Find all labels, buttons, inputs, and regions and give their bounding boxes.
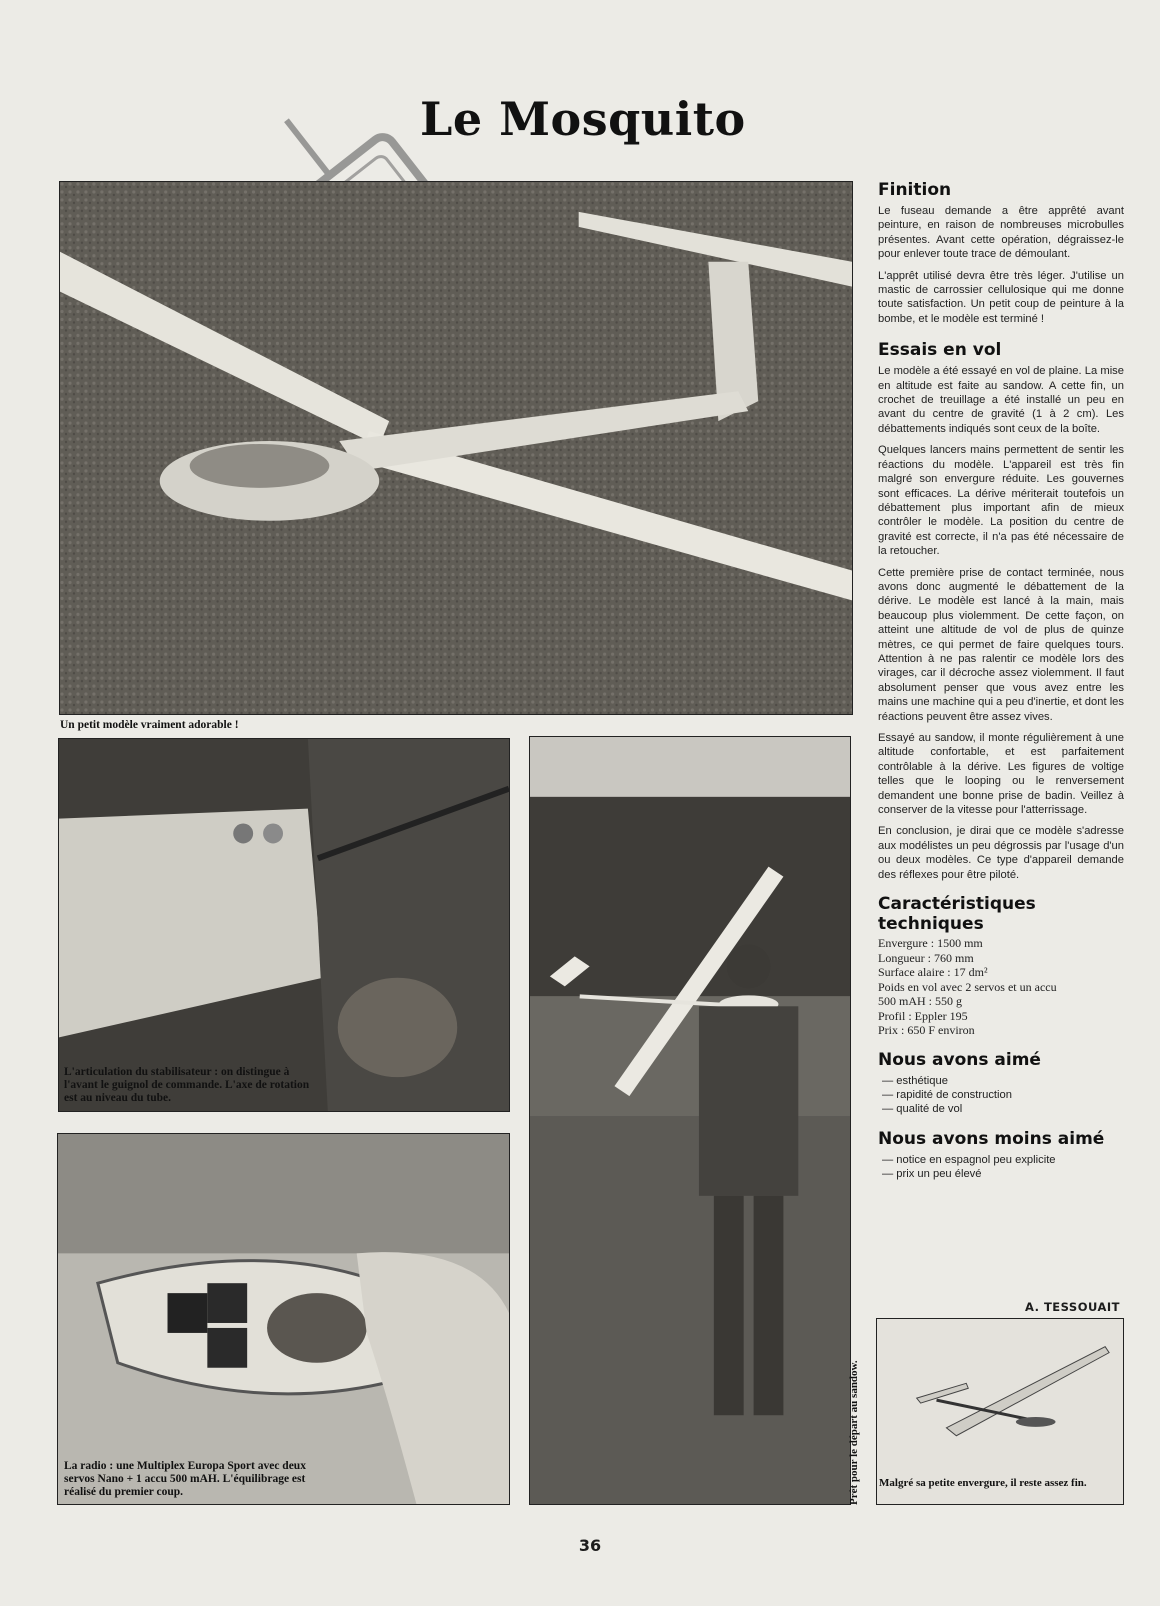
spec-item: Surface alaire : 17 dm²: [878, 965, 988, 980]
launch-caption: Prêt pour le départ au sandow.: [848, 1360, 860, 1505]
paragraph: Quelques lancers mains permettent de sentir les réactions du modèle. L'appareil est très fin malgré son envergure réduite. Les gouvernes sont efficaces. La dérive mériterait toutefois un débattement plus important afin de mieux contrôler le modèle. La position du centre de gravité est correcte, il n'a pas été nécessaire de la retoucher.: [878, 444, 1124, 558]
small-photo-caption: Malgré sa petite envergure, il reste assez fin.: [879, 1477, 1087, 1489]
list-item: — prix un peu élevé: [882, 1168, 982, 1181]
specs-list: [878, 936, 1124, 1038]
heading-caracteristiques: [878, 894, 1124, 934]
stabilizer-caption: L'articulation du stabilisateur : on distingue à l'avant le guignol de commande. L'axe de rotation est au niveau du tube.: [64, 1066, 310, 1104]
paragraph: Cette première prise de contact terminée, nous avons donc augmenté le débattement de la dérive. Le modèle est lancé à la main, mais beaucoup plus violemment. De cette façon, on atteint une altitude de vol de plus de quinze mètres, ce qui permet de faire quelques tours. Attention à ne pas ralentir ce modèle lors des virages, car il décroche assez violemment. Il faut absolument penser que vous avez entre les mains une machine qui a peu d'inertie, et dont les réactions peuvent être assez vives.: [878, 566, 1124, 723]
paragraph: L'apprêt utilisé devra être très léger. J'utilise un mastic de carrossier cellulosique qui me donne toute satisfaction. Un petit coup de peinture à la bombe, et le modèle est terminé !: [878, 269, 1124, 325]
paragraph: En conclusion, je dirai que ce modèle s'adresse aux modélistes un peu dégrossis par l'usage d'un ou deux modèles. Ce type d'appareil demande des réflexes pour être piloté.: [878, 825, 1124, 881]
paragraph: Essayé au sandow, il monte régulièrement à une altitude confortable, et est parfaitement contrôlable à la dérive. Les figures de voltige telles que le looping ou le renversement demandent une bonne prise de badin. Veillez à conserver de la vitesse pour l'atterrissage.: [878, 732, 1124, 817]
spec-item: Longueur : 760 mm: [878, 950, 974, 965]
list-item: — rapidité de construction: [882, 1088, 1012, 1101]
launch-photo: [529, 736, 851, 1505]
spec-item: Poids en vol avec 2 servos et un accu: [878, 979, 1057, 994]
liked-list: [878, 1074, 1124, 1117]
disliked-list: [878, 1153, 1124, 1182]
heading-moins-aime: Nous avons moins aimé: [878, 1128, 1105, 1149]
heading-line: techniques: [878, 914, 984, 935]
radio-caption: La radio : une Multiplex Europa Sport avec deux servos Nano + 1 accu 500 mAH. L'équilibrage est réalisé du premier coup.: [64, 1460, 306, 1498]
article-title: Le Mosquito: [420, 92, 746, 146]
list-item: — qualité de vol: [882, 1103, 963, 1116]
heading-essais: Essais en vol: [878, 340, 1002, 361]
main-photo-caption: Un petit modèle vraiment adorable !: [60, 719, 239, 731]
spec-item: Prix : 650 F environ: [878, 1023, 975, 1038]
list-item: — notice en espagnol peu explicite: [882, 1153, 1056, 1166]
author-name: A. TESSOUAIT: [1024, 1300, 1120, 1314]
page-number: 36: [578, 1536, 602, 1555]
text-column: [878, 180, 1124, 1182]
spec-item: Envergure : 1500 mm: [878, 936, 983, 951]
paragraph: Le modèle a été essayé en vol de plaine. La mise en altitude est faite au sandow. A cette fin, un crochet de treuillage a été installé un peu en avant du centre de gravité (1 à 2 cm). Les débattements indiqués sont ceux de la boîte.: [878, 365, 1124, 435]
heading-finition: Finition: [878, 180, 952, 200]
main-photo: [59, 181, 853, 715]
stabilizer-photo: [58, 738, 510, 1112]
heading-line: Caractéristiques: [878, 894, 1036, 915]
radio-photo: [57, 1133, 510, 1505]
spec-item: 500 mAH : 550 g: [878, 994, 962, 1009]
spec-item: Profil : Eppler 195: [878, 1008, 968, 1023]
heading-aime: Nous avons aimé: [878, 1049, 1041, 1070]
list-item: — esthétique: [882, 1074, 948, 1087]
paragraph: Le fuseau demande a être apprêté avant peinture, en raison de nombreuses microbulles présentes. Avant cette opération, dégraissez-le pour enlever toute trace de démoulant.: [878, 205, 1124, 261]
